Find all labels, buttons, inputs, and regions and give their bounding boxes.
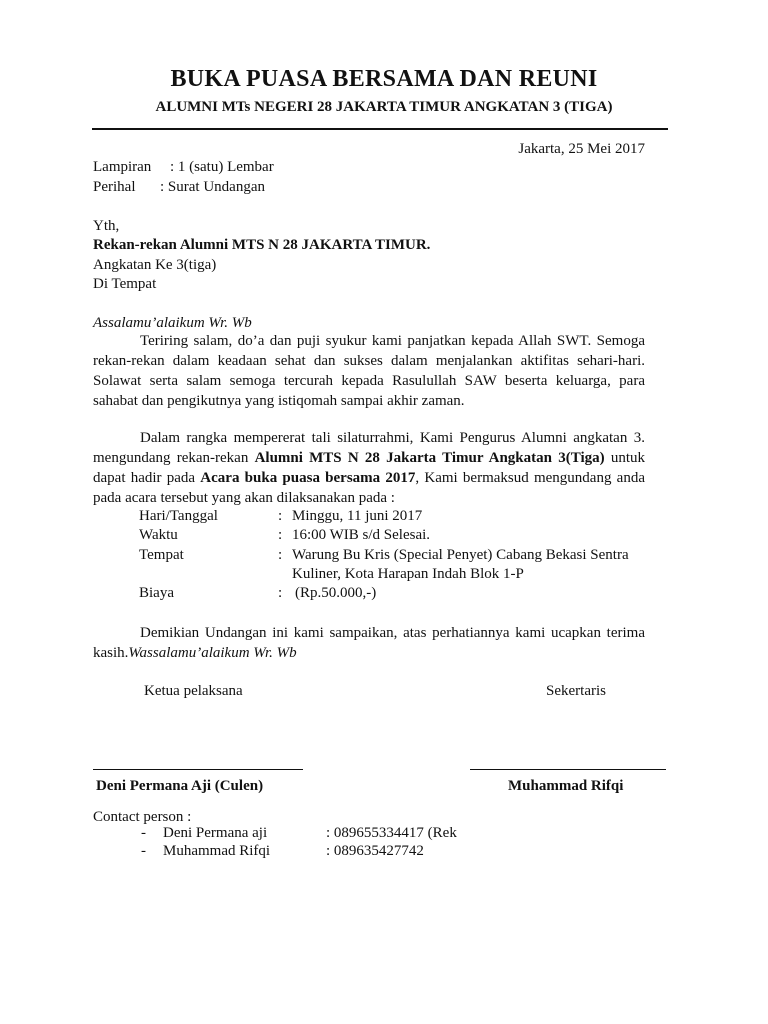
signature-name-left: Deni Permana Aji (Culen): [96, 778, 264, 794]
contact-label: Contact person :: [93, 809, 192, 825]
paragraph-opening: Teriring salam, do’a dan puji syukur kami panjatkan kepada Allah SWT. Semoga rekan-rekan dalam keadaan sehat dan sukses dalam menjalankan aktifitas sehari-hari. Solawat serta salam semoga tercurah kepada Rasulullah SAW beserta keluarga, para sahabat dan pengikutnya yang istiqomah sampai akhir zaman.: [93, 333, 645, 409]
contact-dash: -: [141, 825, 146, 841]
detail-separator: :: [278, 508, 283, 524]
closing-text: Demikian Undangan ini kami sampaikan, atas perhatiannya kami ucapkan terima kasih.: [93, 625, 645, 661]
recipient-name: Rekan-rekan Alumni MTS N 28 JAKARTA TIMUR.: [93, 237, 431, 253]
recipient-place: Di Tempat: [93, 276, 157, 292]
paragraph-invitation: [93, 428, 645, 508]
signature-role-right: Sekertaris: [546, 683, 606, 699]
invitation-text-2: untuk dapat hadir pada: [93, 450, 646, 486]
signature-name-right: Muhammad Rifqi: [508, 778, 624, 794]
detail-label-cost: Biaya: [139, 585, 174, 601]
perihal-value: : Surat Undangan: [160, 179, 265, 195]
recipient-angkatan: Angkatan Ke 3(tiga): [93, 257, 217, 273]
detail-separator: :: [278, 547, 283, 563]
signature-role-left: Ketua pelaksana: [144, 683, 243, 699]
detail-value-place-line2: Kuliner, Kota Harapan Indah Blok 1-P: [292, 566, 524, 582]
letter-title: BUKA PUASA BERSAMA DAN REUNI: [170, 66, 598, 92]
signature-line-right: [470, 769, 666, 770]
contact-phone-2: : 089635427742: [326, 843, 424, 859]
recipient-yth: Yth,: [93, 218, 120, 234]
detail-value-time: 16:00 WIB s/d Selesai.: [292, 527, 431, 543]
invitation-text-1: Dalam rangka mempererat tali silaturrahmi, Kami Pengurus Alumni angkatan 3. mengundang rekan-rekan: [93, 430, 645, 466]
lampiran-label: Lampiran: [93, 159, 152, 175]
detail-label-date: Hari/Tanggal: [139, 508, 218, 524]
header-divider: [92, 128, 668, 130]
contact-name-2: Muhammad Rifqi: [163, 843, 271, 859]
contact-phone-1: : 089655334417 (Rek: [326, 825, 457, 841]
letter-subtitle: ALUMNI MTs NEGERI 28 JAKARTA TIMUR ANGKATAN 3 (TIGA): [155, 99, 613, 115]
detail-separator: :: [278, 585, 283, 601]
detail-value-date: Minggu, 11 juni 2017: [292, 508, 423, 524]
closing-salam: Wassalamu’alaikum Wr. Wb: [128, 645, 297, 661]
detail-label-time: Waktu: [139, 527, 178, 543]
contact-dash: -: [141, 843, 146, 859]
signature-line-left: [93, 769, 303, 770]
invitation-highlight-alumni: Alumni MTS N 28 Jakarta Timur Angkatan 3(Tiga): [254, 450, 605, 466]
opening-greeting: Assalamu’alaikum Wr. Wb: [93, 315, 252, 331]
detail-separator: :: [278, 527, 283, 543]
invitation-highlight-event: Acara buka puasa bersama 2017: [200, 470, 416, 486]
detail-value-cost: (Rp.50.000,-): [295, 585, 377, 601]
perihal-label: Perihal: [93, 179, 136, 195]
detail-value-place: Warung Bu Kris (Special Penyet) Cabang Bekasi Sentra: [292, 547, 629, 563]
contact-name-1: Deni Permana aji: [163, 825, 268, 841]
detail-label-place: Tempat: [139, 547, 184, 563]
letter-date: Jakarta, 25 Mei 2017: [518, 141, 645, 157]
lampiran-value: : 1 (satu) Lembar: [170, 159, 274, 175]
closing-paragraph: [93, 623, 645, 663]
invitation-text-3: , Kami bermaksud mengundang anda pada acara tersebut yang akan dilaksanakan pada :: [93, 470, 645, 506]
